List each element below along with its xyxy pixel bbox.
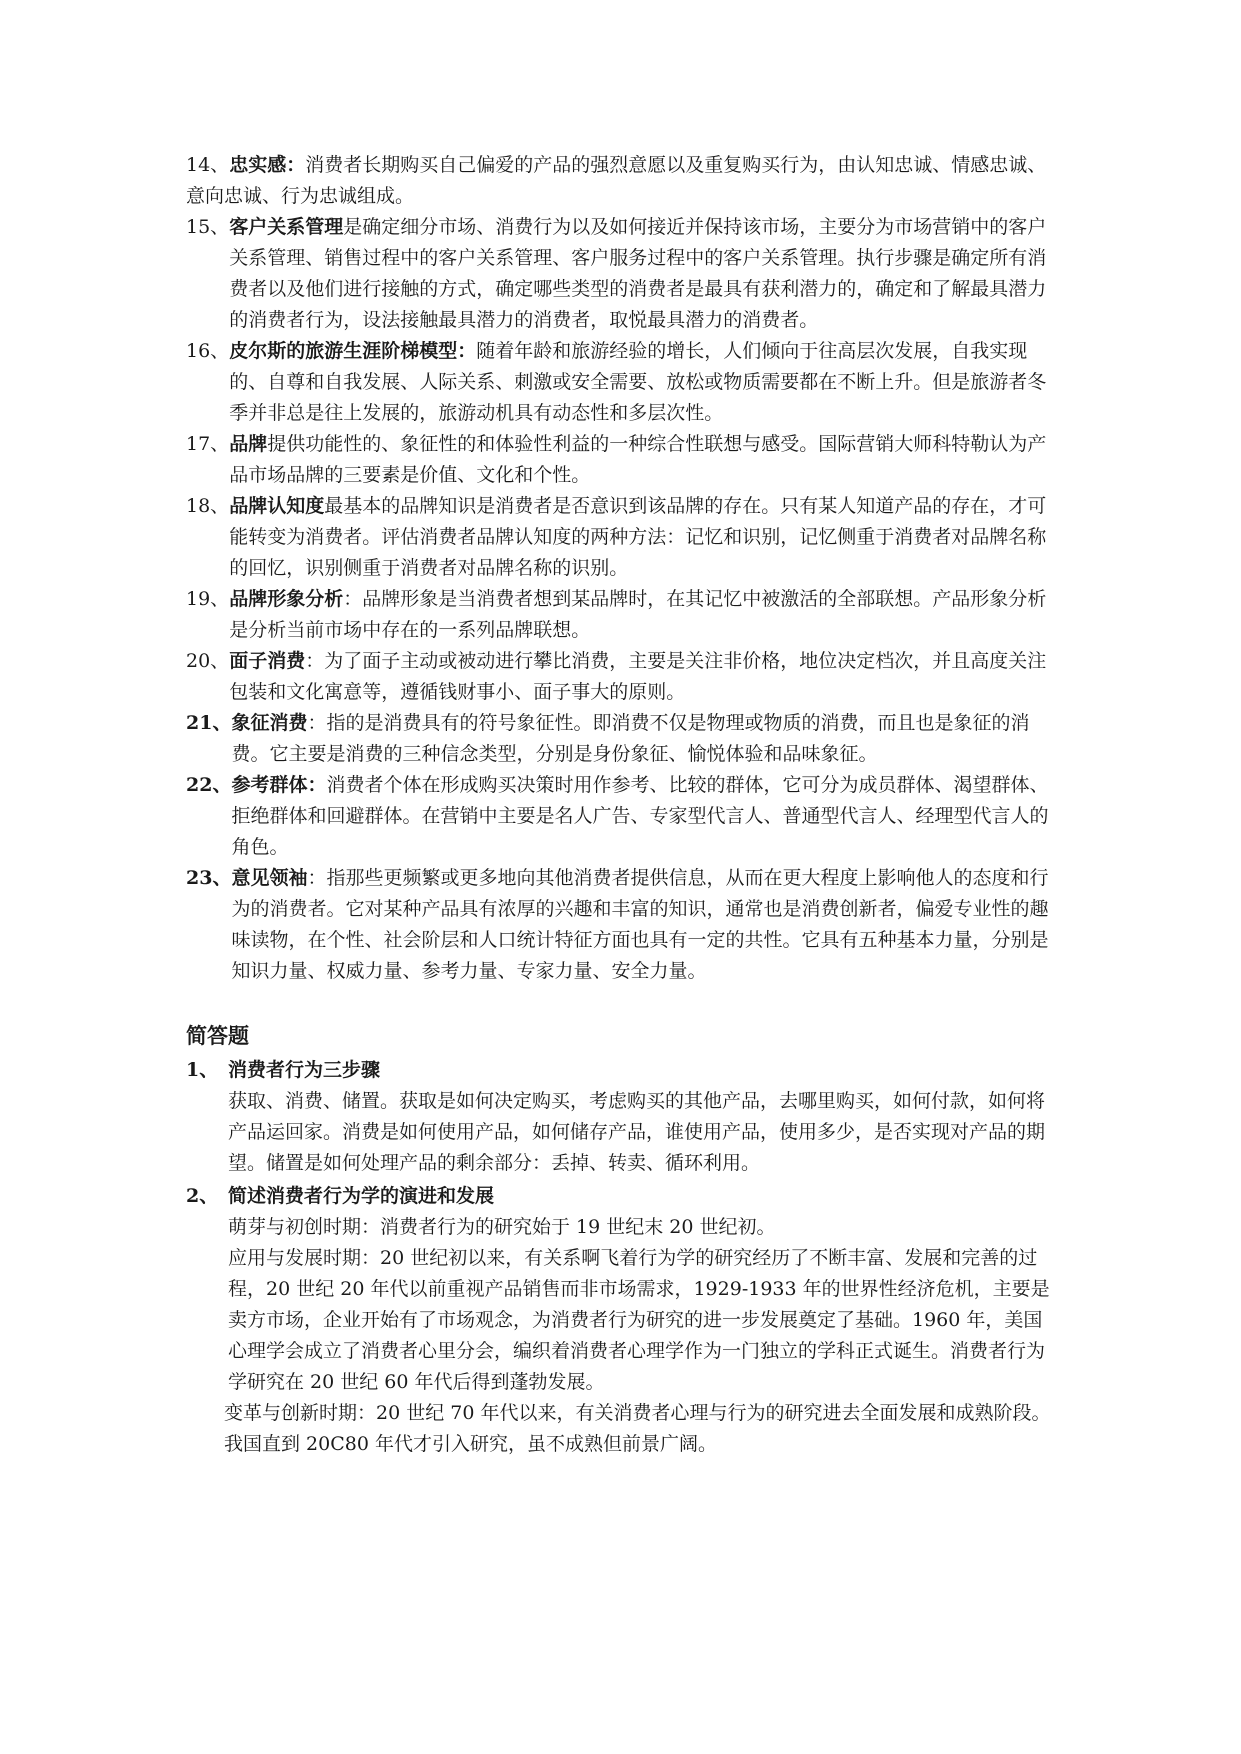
- question-title: 简述消费者行为学的演进和发展: [228, 1185, 495, 1207]
- definition-item: [186, 770, 1054, 863]
- definition-item: [186, 708, 1054, 770]
- definition-number: 21、: [186, 712, 232, 734]
- definition-text: ：品牌形象是当消费者想到某品牌时，在其记忆中被激活的全部联想。产品形象分析是分析当前市场中存在的一系列品牌联想。: [229, 588, 1047, 641]
- definition-term: 客户关系管理: [229, 216, 344, 238]
- definition-item: [186, 491, 1054, 584]
- definition-text: ：指的是消费具有的符号象征性。即消费不仅是物理或物质的消费，而且也是象征的消费。它主要是消费的三种信念类型，分别是身份象征、愉悦体验和品味象征。: [231, 712, 1030, 765]
- definition-text: 是确定细分市场、消费行为以及如何接近并保持该市场，主要分为市场营销中的客户关系管理、销售过程中的客户关系管理、客户服务过程中的客户关系管理。执行步骤是确定所有消费者以及他们进行接触的方式，确定哪些类型的消费者是最具有获利潜力的，确定和了解最具潜力的消费者行为，设法接触最具潜力的消费者，取悦最具潜力的消费者。: [229, 216, 1047, 331]
- question-number: 2、: [186, 1185, 219, 1207]
- definition-number: 22、: [186, 774, 232, 796]
- definition-text: 提供功能性的、象征性的和体验性利益的一种综合性联想与感受。国际营销大师科特勒认为产品市场品牌的三要素是价值、文化和个性。: [229, 433, 1047, 486]
- definition-term: 皮尔斯的旅游生涯阶梯模型：: [229, 340, 477, 362]
- definition-item: [186, 584, 1054, 646]
- question-title: 消费者行为三步骤: [228, 1059, 381, 1081]
- definition-item: [186, 863, 1054, 987]
- definition-term: 品牌: [229, 433, 268, 455]
- definition-number: 20、: [186, 650, 230, 672]
- definition-item: [186, 646, 1054, 708]
- question-item: [186, 1181, 1054, 1460]
- answer-paragraph: 应用与发展时期：20 世纪初以来，有关系啊飞着行为学的研究经历了不断丰富、发展和完善的过程，20 世纪 20 年代以前重视产品销售而非市场需求，1929-1933 年的世界性经济危机，主要是卖方市场，企业开始有了市场观念，为消费者行为研究的进一步发展奠定了基础。1960 年，美国心理学会成立了消费者心里分会，编织着消费者心理学作为一门独立的学科正式诞生。消费者行为学研究在 20 世纪 60 年代后得到蓬勃发展。: [228, 1247, 1050, 1393]
- definition-term: 意见领袖: [231, 867, 308, 889]
- definition-number: 15、: [186, 216, 230, 238]
- definition-text: ：为了面子主动或被动进行攀比消费，主要是关注非价格，地位决定档次，并且高度关注包装和文化寓意等，遵循钱财事小、面子事大的原则。: [229, 650, 1047, 703]
- answer-paragraph: 萌芽与初创时期：消费者行为的研究始于 19 世纪末 20 世纪初。: [228, 1216, 776, 1238]
- definition-number: 18、: [186, 495, 230, 517]
- definition-item: [186, 429, 1054, 491]
- definition-text: 最基本的品牌知识是消费者是否意识到该品牌的存在。只有某人知道产品的存在，才可能转变为消费者。评估消费者品牌认知度的两种方法：记忆和识别，记忆侧重于消费者对品牌名称的回忆，识别侧重于消费者对品牌名称的识别。: [229, 495, 1047, 579]
- definition-text: 消费者个体在形成购买决策时用作参考、比较的群体，它可分为成员群体、渴望群体、拒绝群体和回避群体。在营销中主要是名人广告、专家型代言人、普通型代言人、经理型代言人的角色。: [231, 774, 1049, 858]
- definition-number: 17、: [186, 433, 230, 455]
- answer-paragraph: 获取、消费、储置。获取是如何决定购买，考虑购买的其他产品，去哪里购买，如何付款，如何将产品运回家。消费是如何使用产品，如何储存产品，谁使用产品，使用多少，是否实现对产品的期望。储置是如何处理产品的剩余部分：丢掉、转卖、循环利用。: [228, 1090, 1046, 1174]
- definition-term: 参考群体：: [231, 774, 327, 796]
- definition-text: ：指那些更频繁或更多地向其他消费者提供信息，从而在更大程度上影响他人的态度和行为的消费者。它对某种产品具有浓厚的兴趣和丰富的知识，通常也是消费创新者，偏爱专业性的趣味读物，在个性、社会阶层和人口统计特征方面也具有一定的共性。它具有五种基本力量，分别是知识力量、权威力量、参考力量、专家力量、安全力量。: [231, 867, 1049, 982]
- definition-term: 面子消费: [229, 650, 306, 672]
- definition-number: 19、: [186, 588, 230, 610]
- definition-number: 23、: [186, 867, 232, 889]
- answer-paragraph: 变革与创新时期：20 世纪 70 年代以来，有关消费者心理与行为的研究进去全面发展和成熟阶段。我国直到 20C80 年代才引入研究，虽不成熟但前景广阔。: [224, 1402, 1051, 1455]
- definition-item: [186, 212, 1054, 336]
- question-item: [186, 1055, 1054, 1179]
- definition-item: [186, 150, 1054, 212]
- definition-term: 品牌形象分析: [229, 588, 344, 610]
- definition-text: 随着年龄和旅游经验的增长，人们倾向于往高层次发展，自我实现的、自尊和自我发展、人际关系、刺激或安全需要、放松或物质需要都在不断上升。但是旅游者冬季并非总是往上发展的，旅游动机具有动态性和多层次性。: [229, 340, 1047, 424]
- definition-number: 16、: [186, 340, 230, 362]
- definition-term: 品牌认知度: [229, 495, 325, 517]
- definition-text: 消费者长期购买自己偏爱的产品的强烈意愿以及重复购买行为，由认知忠诚、情感忠诚、意向忠诚、行为忠诚组成。: [186, 154, 1047, 207]
- definition-term: 象征消费: [231, 712, 308, 734]
- definition-term: 忠实感：: [229, 154, 306, 176]
- definition-item: [186, 336, 1054, 429]
- section-title: 简答题: [186, 1023, 249, 1048]
- definition-number: 14、: [186, 154, 230, 176]
- document-content: [186, 150, 1054, 1460]
- question-number: 1、: [186, 1059, 219, 1081]
